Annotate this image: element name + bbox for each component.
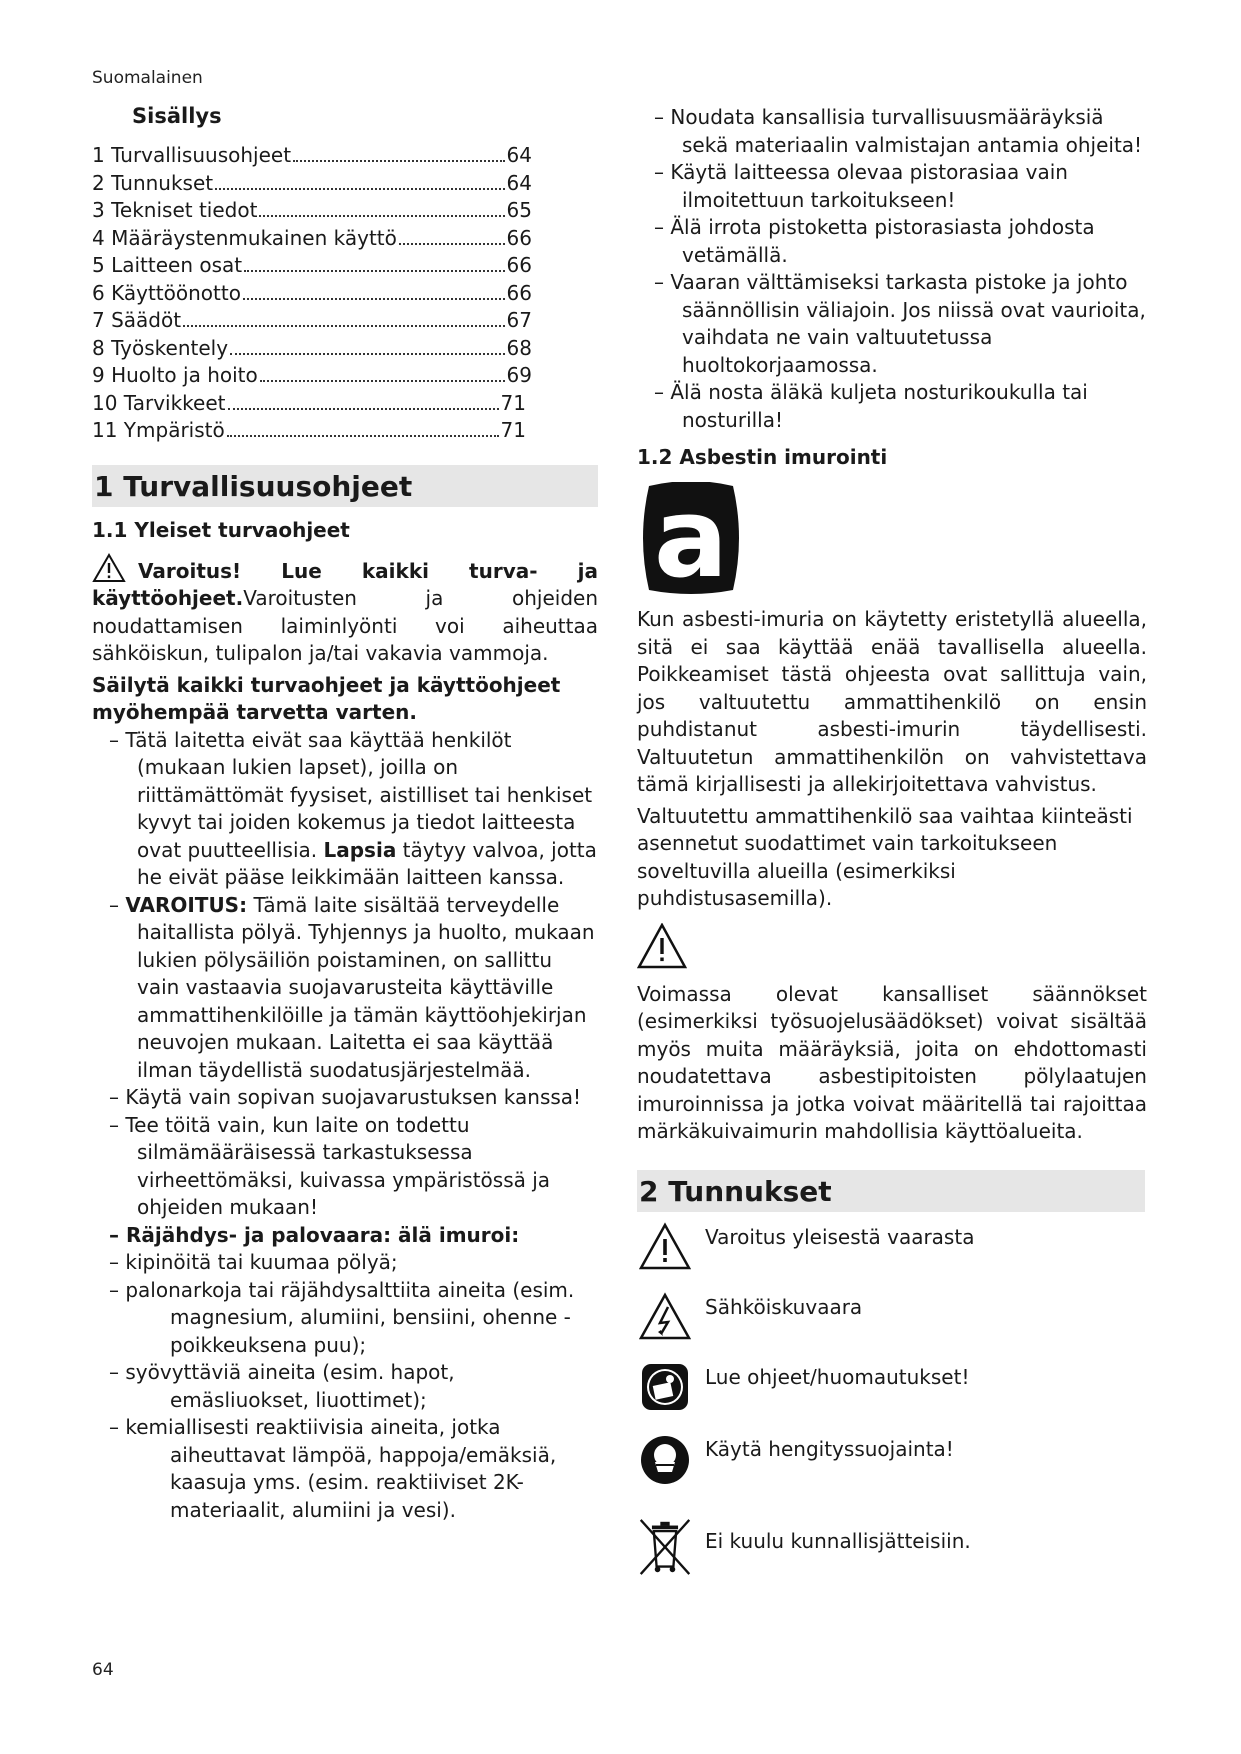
list-item: – Noudata kansallisia turvallisuusmääräyksiä sekä materiaalin valmistajan antamia ohjeita! (637, 104, 1147, 159)
toc-item (92, 197, 532, 225)
warning-paragraph (92, 553, 598, 668)
left-column (92, 104, 598, 1524)
toc-item (92, 280, 532, 308)
warning-triangle-icon (92, 553, 126, 583)
toc-item-page: 69 (506, 363, 532, 387)
list-item: – Tee töitä vain, kun laite on todettu silmämääräisessä tarkastuksessa virheettömäksi, kuivassa ympäristössä ja ohjeiden mukaan! (92, 1112, 598, 1222)
list-item: – Käytä vain sopivan suojavarustuksen kanssa! (92, 1084, 598, 1112)
toc-item (92, 170, 532, 198)
toc-item-page: 68 (506, 335, 532, 360)
toc-item-label: 5 Laitteen osat (92, 253, 243, 277)
toc-item (92, 390, 526, 418)
toc-item (92, 142, 532, 170)
read-manual-icon (640, 1362, 690, 1412)
toc-item-page: 71 (500, 418, 526, 442)
toc-item-page: 64 (506, 143, 532, 167)
asbestos-paragraph: Valtuutettu ammattihenkilö saa vaihtaa kiinteästi asennetut suodattimet vain tarkoitukseen soveltuvilla alueilla (esimerkiksi puhdistusasemilla). (637, 803, 1133, 910)
subsection-heading: 1.2 Asbestin imurointi (637, 445, 888, 469)
toc-item-label: 7 Säädöt (92, 308, 182, 332)
toc-item-label: 4 Määräystenmukainen käyttö (92, 225, 397, 250)
list-item: – Tätä laitetta eivät saa käyttää henkilöt (mukaan lukien lapset), joilla on riittämättömät fyysiset, aistilliset tai henkiset kyvyt tai joiden kokemus ja tiedot laitteesta ovat puutteellisia. Lapsia täytyy valvoa, jotta he eivät pääse leikkimään laitteen kanssa. (92, 727, 598, 892)
toc-item-label: 9 Huolto ja hoito (92, 363, 258, 387)
toc-item (92, 417, 526, 445)
toc-item (92, 335, 532, 363)
safety-list-continued (637, 104, 1147, 434)
list-item: – kemiallisesti reaktiivisia aineita, jotka aiheuttavat lämpöä, happoja/emäksiä, kaasuja yms. (esim. reaktiiviset 2K-materiaalit, alumiini ja vesi). (92, 1414, 598, 1524)
list-item: – Vaaran välttämiseksi tarkasta pistoke ja johto säännöllisin väliajoin. Jos niissä ovat vaurioita, vaihdata ne vain valtuutetussa huoltokorjaamossa. (637, 269, 1147, 379)
symbol-label: Käytä hengityssuojainta! (705, 1436, 954, 1461)
toc-item-page: 64 (506, 170, 532, 195)
symbols-list (637, 1222, 1147, 1580)
regulations-paragraph: Voimassa olevat kansalliset säännökset (esimerkiksi työsuojelusäädökset) voivat sisältää myös muita määräyksiä, joita on ehdottomasti noudatettava asbestipitoisten pölylaatujen imuroinnissa ja jotka voivat määritellä tai rajoittaa märkäkuivaimurin mahdollisia käyttöalueita. (637, 981, 1147, 1143)
crossed-bin-icon (637, 1514, 693, 1580)
respirator-icon (639, 1434, 691, 1486)
toc-item-page: 66 (506, 280, 532, 305)
list-item: – palonarkoja tai räjähdysalttiita aineita (esim. magnesium, alumiini, bensiini, ohenne - poikkeuksena puu); (92, 1277, 598, 1360)
section-heading: 2 Tunnukset (637, 1170, 1145, 1212)
list-item: – syövyttäviä aineita (esim. hapot, emäsliuokset, liuottimet); (92, 1359, 598, 1414)
safety-list (92, 727, 598, 1525)
symbol-label: Varoitus yleisestä vaarasta (705, 1224, 975, 1249)
toc-item-page: 66 (506, 253, 532, 277)
toc-item-label: 11 Ympäristö (92, 418, 225, 442)
toc-item-label: 8 Työskentely (92, 335, 229, 360)
toc-item-page: 65 (506, 198, 532, 222)
symbol-label: Lue ohjeet/huomautukset! (705, 1364, 970, 1389)
symbol-label: Sähköiskuvaara (705, 1294, 863, 1319)
toc-title: Sisällys (132, 104, 222, 128)
toc-item-page: 66 (506, 225, 532, 250)
symbol-row (637, 1434, 1147, 1490)
asbestos-paragraph: Kun asbesti-imuria on käytetty eristetyllä alueella, sitä ei saa käyttää enää tavallisella alueella. Poikkeamiset tästä ohjeesta ovat sallittuja vain, jos valtuutettu ammattihenkilö on ensin puhdistanut asbesti-imurin täydellisesti. Valtuutetun ammattihenkilön on vahvistettava tämä kirjallisesti ja allekirjoitettava vahvistus. (637, 607, 1147, 796)
symbol-row (637, 1514, 1147, 1580)
electric-shock-icon (639, 1292, 691, 1342)
list-item: – VAROITUS: Tämä laite sisältää terveydelle haitallista pölyä. Tyhjennys ja huolto, mukaan lukien pölysäiliön poistaminen, on sallittu vain vastaavia suojavarusteita käyttäville ammattihenkilöille ja tämän käyttöohjekirjan neuvojen mukaan. Laitetta ei saa käyttää ilman täydellistä suodatusjärjestelmää. (92, 892, 598, 1085)
toc-item (92, 307, 532, 335)
general-warning-icon (639, 1222, 691, 1272)
right-column (637, 104, 1147, 1594)
warning-triangle-icon (637, 923, 687, 969)
toc-item (92, 225, 532, 253)
list-item: – Älä nosta äläkä kuljeta nosturikoukulla tai nosturilla! (637, 379, 1147, 434)
list-item: – Räjähdys- ja palovaara: älä imuroi: (92, 1222, 598, 1250)
list-item: – Älä irrota pistoketta pistorasiasta johdosta vetämällä. (637, 214, 1147, 269)
toc-item-label: 10 Tarvikkeet (92, 390, 226, 415)
toc-item-page: 71 (500, 390, 526, 415)
list-item: – Käytä laitteessa olevaa pistorasiaa vain ilmoitettuun tarkoitukseen! (637, 159, 1147, 214)
toc-item (92, 252, 532, 280)
warning-bold-text: Varoitus! Lue kaikki turva- ja käyttöohjeet. (92, 558, 598, 610)
page-language-label: Suomalainen (92, 68, 203, 88)
page-number: 64 (92, 1660, 114, 1680)
toc-item-label: 1 Turvallisuusohjeet (92, 143, 292, 167)
warning-text: Varoitusten ja ohjeiden noudattamisen laiminlyönti voi aiheuttaa sähköiskun, tulipalon ja/tai vakavia vammoja. (92, 586, 598, 665)
asbestos-symbol-icon (637, 482, 745, 594)
keep-instructions-text: Säilytä kaikki turvaohjeet ja käyttöohjeet myöhempää tarvetta varten. (92, 672, 561, 724)
symbol-label: Ei kuulu kunnallisjätteisiin. (705, 1528, 971, 1553)
symbol-row (637, 1292, 1147, 1348)
toc-item-label: 2 Tunnukset (92, 170, 214, 195)
toc-item (92, 362, 532, 390)
list-item: – kipinöitä tai kuumaa pölyä; (92, 1249, 598, 1277)
toc-item-page: 67 (506, 308, 532, 332)
symbol-row (637, 1362, 1147, 1418)
section-heading: 1 Turvallisuusohjeet (92, 465, 598, 507)
subsection-heading: 1.1 Yleiset turvaohjeet (92, 517, 350, 542)
toc-item-label: 3 Tekniset tiedot (92, 198, 258, 222)
symbol-row (637, 1222, 1147, 1278)
toc-list (92, 142, 598, 445)
toc-item-label: 6 Käyttöönotto (92, 280, 241, 305)
svg-text:a: a (653, 482, 729, 594)
